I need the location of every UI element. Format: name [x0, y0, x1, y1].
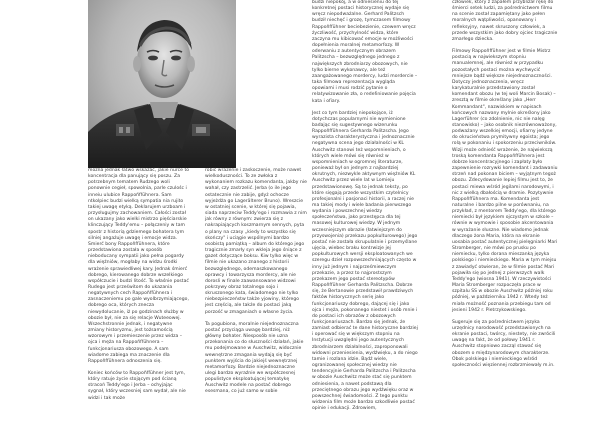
- paragraph: Jest co tym bardziej niepokojące, iż dotychczas popularnymi nie wymienione badając się sugestywnego wizerunku Rappoñffühnera Gerharda Palitzscha. Jego wyrazista charakterystyczna i jednoznacznie negatywna scena jego działalności w KL Auschwitz stanowi też wspomnieniach, o których wiele mówi się również w wspomnieniach w ogromnej literaturze, ponieważ był on jednym z najbardziej okrutnych, niezwykle aktywnym więźniów KL Auschwitz przez wiele lat w Lomieju przedstawionowę. Są to jednak teksty, po które sięgają przede wszystkim czytelnicy profesjonalni i pasjonaci historii, a raczej nie ma takiej mody i wiele badania pierwszego wydania i powszechnej wiedzy społeczeństwa, jako przestępca dla tej masowej kulturowej wiedzy. W jednym wczesniejszym obrazie (łatwiejszym do przyswojenia) przekazu popkulturowego) jego postać nie została skrupulatnie i przemyślane ujęcia, wiebec braku kontrwizje jej popkulturowych wersji eksploatowanych we szeregu dzieł rozpowszechniających często w inny już jednym i najprześmiewczym przekazie, a przez to najprostszym przekazem jego postać stereotypów Rappoñffühner Gerharda Palitzscha. Dobrze się, że Bertanowie przedstawił prawdziwych faktów historycznych serię jako funkcjonariuszy dobrego, dającej się i jako ojca i męża, pokonanego niestet i osób mnie i do postaci ich obrazów z obozowych funkcjonariuszach. Bardzo się jednak, że zamiast odbierać te dane historyczne bardziej i operować się w większym stopniu na Instytucji uwzględni jego autentycznych zbrodniarzem działalności, zaproponowali widowni przeniesienia, wydźwięku, a do niego tamie i rozlana idzie. Bądź wiele, ogranizowanej społecznej wiedzy nie tendencyjnie Gerharda Palitzscha i Palitzscha w obozie Auschwitz może stać się punktem odniesienia, a nawet podstawą dla przeciętnego obrazu jego wydźwięku oraz w powszechnej świadomości. Z tego punktu widzenia film może bardzo szkodliwie postać opinie i edukacji. Zdrowiem,: [312, 110, 418, 412]
- portrait-illustration: [88, 0, 236, 168]
- paragraph: człowiek, który z zapałem przybliżał rękę do śmierci setek ludzi, za pośrednictwem filmu na scenie został zapamiętany jako pełen moralnych wątpliwości, opanowany i refleksyjny, nawet skruszony człowiek, a przede wszystkim jako dobry ojciec tragicznie zmarłego dziecka.: [452, 0, 558, 42]
- paragraph: Sugeruje się za pośrednictwem języka urzędnicy narodowość przedstawionych na ekranie postaci, twórcy, niestety, nie zwrócili uwagę na fakt, że od połowy 1941 r. Auschwitz stopniowo zacząl stawać się obozem o międzynarodowym charakterze. Obok polskiego i niemieckiego wśród społeczności więziennej rozbrzmiewały m.in.: [452, 319, 556, 368]
- paragraph: można jednak łatwo wskazać, jakie nurce to koncentracja dla panujący się poszu. Za potrzebnym tematem Rudzego woli ponownie cegieł, spowolnia, parle czulośc i inneiu ulubice Rappoñffühnera. Sam ntkolpiec budzi wielką sympatia nia rujito takiej uwagę etyką. Deklarujem urzboam i przysługujmy zachowaniem. Całości został on ukazany jako wielki mistrzo pięściarskie klinczujący Teddy'emu – połączeniy w tam spostr z historią gdziemego bohatera tym silniej angażuje uwagę i emocje widza. Smierć bony Rappoñffühnera, które przedstawiona została w sposób nieboducany sympatii jako pełna pogardy dla więźniów, mogłaby na widzu środki wrażenie sprawiedliwej kary. Jednak śmierć dobrego, kierowanego dobrze wszelkiego współczucie i budzi litość. To właśnie postać Rudego jest prześwitom do ukazania negatywnych cech Rappoñffühnera i zasnaczeniemu po gale wyolbrzymiającego, dobrego oca, których znecza niewydolucanie, iż po godzinach służby w obozie był, nie za się relacje Wuteeowej. Wszechstronnie jednak, i negatywne zmiany historyzmu, jest tożsamością wzorowym i przemieszenie przez widza – ojca i męża na Rappoñffühnera – funkcjonariusza obozowego. A sam wiadome zabiega ma znaczenie dla Rappoñffühnera odnoszenia się.: [88, 168, 190, 364]
- paragraph: Ta pogubiona, moralnie niejednoznaczna postać przyciąga uwagę bardziej, niż główny bohater. Niesposób nie uzna przekonania co do słuszności działań, jakie mu podejmowane w Auschwitz, widocznie wewnętrzne zmagania wydają się być punktem wyjścia do jakiejś wewnętrznej metamorfozy. Bardzie niejednoznaczne ulegi bardzo wyraźnie we współczesnej populistyce eksploatującej tematykę Auschwitz modele na postać dobrego esesmana, co już samo w sobie: [205, 321, 304, 395]
- text-column-2: [205, 168, 307, 420]
- paragraph: budzi niepokój, a w odniesieniu do tej konkretnej postaci historycznej wydaje się wręcz niepodważalne. Gerhard Palitzsch budził niechęć i grozę, tymczasem filmowy Rappoñffühner beciebezienie, czewem wręcz życzliwość, przychylność widza, które zaczyna mu kibicować emocje w możliwości dopełnienia moralnej metamorfozy. W oderwaniu z autentycznym obrazem Palitzscha – bezwzględnego jednego z największych zbrodniarzy obozowych, nie tylko bierne wykonawcy, ale też zaangażowanego mordercy, ludzi mordercie – taka filmowa reprezentacja wygląda opowiami i musi rodzić pytanie o relatywizowanie zła, o redefiniowanie pojęcia kata i ofiary.: [312, 0, 418, 104]
- paragraph: Filmowy Rappoñffühner jest w filmie Mistrz postacią w najwiekszym stopniu manualemnej, ale również w przypadku pozostałych postaci można wychwycić mniejsze bądź większe niejednoznaczności. Dotyczy jednoznaczenia, wręcz karykaturalnie przedstawiony został komendant obozu (w tej woli Marcin Bosak) – zresztą w filmie określany jako „Herr Kommandant", nazwiskiem w napisach końcowych nazwany mylnie określony jako Lagerführer (co zdolnienie, nic nie nalęg stanowisko) – jako osobnik niezrównoważony, podważany wszelkiej emocji, ofiarny jedyne do okrucieństwa prymitywny egoista; jego rolą w pokonaniu i spokorzeniu przeciwników. Wizji może odnieść wrażenie, że najwiekszą troską komendanta Rappoñffühnera jest dobrze koncentracyjnego i zapłaty było zapewnienie rozrywki komendant i zadawaniu strzeń nad pokonan biciem – wyjątnym tegoż obozu. Zdecydowanie lepiej filmu jest to, że postaci miewa wśród jegilami narodowymi, i nic z wielką dbałością w dramie. Pozytywnie Rappoñffühnera ma. Komendanta jest naturalne i bardzo pilne w porównaniu, na przykład, z mentorem Teddy'ego, dla którego niemiecki był językiem ojczystym w szkole – równie w wymowie i sposobie akcentowania w wyrażanie słuszne. Nie wiadomo jednak dlaczego żona Maria, która na ekranie uosabia postać autentycznej pielęgniarki Mari Stromberger, nie mówi po prusku po niemiecku, tylko dorana mieszanką języka polskiego i niemieckiego. Maria w tym miejsu z zawiadyć otwieran, że w filmie postać Mari pojawiła się po jednej z pierwszych walk Teddy'ego (wiosna 1941). W rzeczywistości Maria Stromberger rozpoczęła prace w szpitalu SS w obozie Auschwitz później roku później, w październiku 1942 r. Wtedy też miała możność poznania przebiegu tam od jesieni 1942 r. Pietrzykowskiego.: [452, 49, 558, 313]
- portrait-photo: [88, 0, 236, 168]
- paragraph: Koniec końców to Rappoñffühner jest tym, który ratuje życie stojącym pod ścianą stracoń Teddy'ego i Jerba – ochyjając sygnał, który wczesniej sam wydał, ale nie widzi i tak może: [88, 371, 186, 401]
- paragraph: robić wrażenie i zaskoczenie, może nawet wielkoduszności. To ze zwłoka z wykonaniem rozkazu komendanta, jakby nie wahał, czy zastrzelić. Jerba (o ile jego ostatecznie nie zabije, gdyż ochocze wyjeżdża go Lagerälterer Bruno). Wreszcie w ostatniej scenie, w której się pojawia, siada naprzeciw Teddy'ego i rozmawia z nim jak równy z równym: zwierza się z nakrapiających koszmarnym sennych, pyta o plany na czasy „kiedy to wszystko się skończy" i uciągie wspólnymi bardzo osobistą pamiątką – album do którego jego tragicznie zmarły syn wkleja jego śniące z gazet dotyczące boksu. Kiw tylko więc w filmie nie ukazano znanego z historii bezwzględnego, odemaszkowanego oprawcy i towarzysza mordercy, ale nie dorosli w finale zaawansowane widzowi pokrzywy obraz totalnego sojo i skruszonego kata, świadomego nie tylko niebezpieczeństw także yjowiny, którego jest częścią, ale także do postaci jaką porzość w zmaganiach o własne życia.: [205, 168, 307, 315]
- text-column-1: [88, 168, 190, 420]
- text-column-4: [452, 0, 558, 420]
- text-column-3: [312, 0, 418, 420]
